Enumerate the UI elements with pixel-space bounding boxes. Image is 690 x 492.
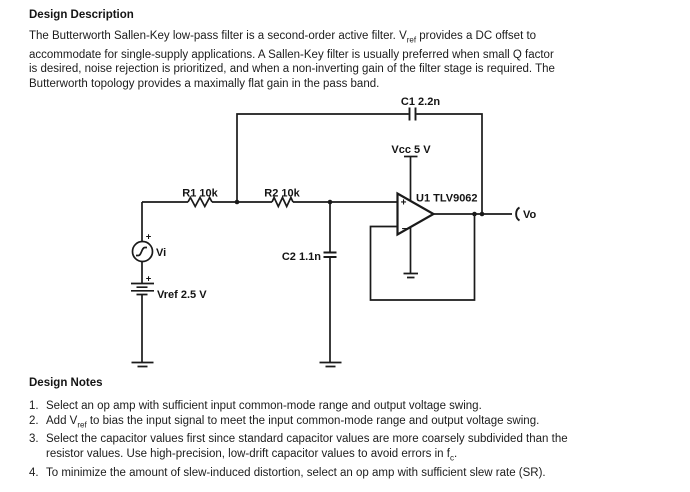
description-line: The Butterworth Sallen-Key low-pass filter is a second-order active filter. $V_{ref}$ provides a DC offset to: [29, 30, 537, 45]
note-text: To minimize the amount of slew-induced distortion, select an op amp with sufficient slew rate (SR).: [46, 466, 546, 479]
design-note: [29, 414, 684, 433]
design-notes-heading: Design Notes: [29, 377, 103, 389]
r2-label: R2 10k: [264, 187, 300, 200]
vi-source-symbol: [133, 242, 153, 262]
description-line: Butterworth topology provides a maximally flat gain in the pass band.: [29, 77, 380, 90]
junction-dot: [235, 200, 240, 205]
junction-dot: [472, 212, 477, 217]
c2-label: C2 1.1n: [281, 251, 321, 263]
capacitor-c2-symbol: [324, 253, 337, 258]
design-notes-section: [29, 376, 684, 480]
description-line: is desired, noise rejection is prioritized, and when a non-inverting gain of the filter stage is required. The: [29, 63, 555, 76]
vref-battery-symbol: [131, 284, 154, 295]
opamp-plus-mark: +: [400, 197, 407, 209]
c1-label: C1 2.2n: [400, 96, 441, 108]
capacitor-c1-symbol: [410, 108, 416, 121]
note-number: 3.: [29, 433, 39, 446]
opamp-label: U1 TLV9062: [416, 192, 478, 205]
note-number: 2.: [29, 414, 39, 427]
vo-label: Vo: [523, 209, 537, 221]
ground-icon: [132, 363, 154, 367]
note-number: 1.: [29, 400, 39, 412]
note-text: Select the capacitor values first since standard capacitor values are more coarsely subdivided than the resistor values. Use high-precision, low-drift capacitor values to avoid errors in $f_c$.: [46, 433, 568, 463]
vref-label: Vref 2.5 V: [157, 289, 207, 301]
description-line: accommodate for single-supply applications. A Sallen-Key filter is usually preferred when small Q factor: [29, 48, 554, 61]
note-number: 4.: [29, 466, 39, 479]
design-description-heading: Design Description: [29, 9, 134, 21]
vref-plus-mark: +: [145, 273, 152, 285]
vcc-label: Vcc 5 V: [391, 144, 431, 156]
design-note: [29, 432, 684, 465]
design-note: [29, 399, 684, 414]
feedback-wire: [371, 214, 475, 300]
ground-icon: [404, 274, 419, 278]
note-text: Add $V_{ref}$ to bias the input signal to meet the input common-mode range and output voltage swing.: [46, 414, 540, 429]
junction-dot: [328, 200, 333, 205]
junction-dot: [480, 212, 485, 217]
r1-label: R1 10k: [182, 187, 218, 200]
vi-plus-mark: +: [145, 231, 152, 243]
design-note: [29, 466, 684, 481]
design-notes-list: [29, 399, 684, 480]
opamp-minus-mark: −: [401, 224, 408, 235]
ground-icon: [320, 363, 342, 367]
vi-label: Vi: [156, 247, 167, 259]
output-port-icon: [516, 208, 519, 221]
note-text: Select an op amp with sufficient input common-mode range and output voltage swing.: [46, 400, 482, 412]
